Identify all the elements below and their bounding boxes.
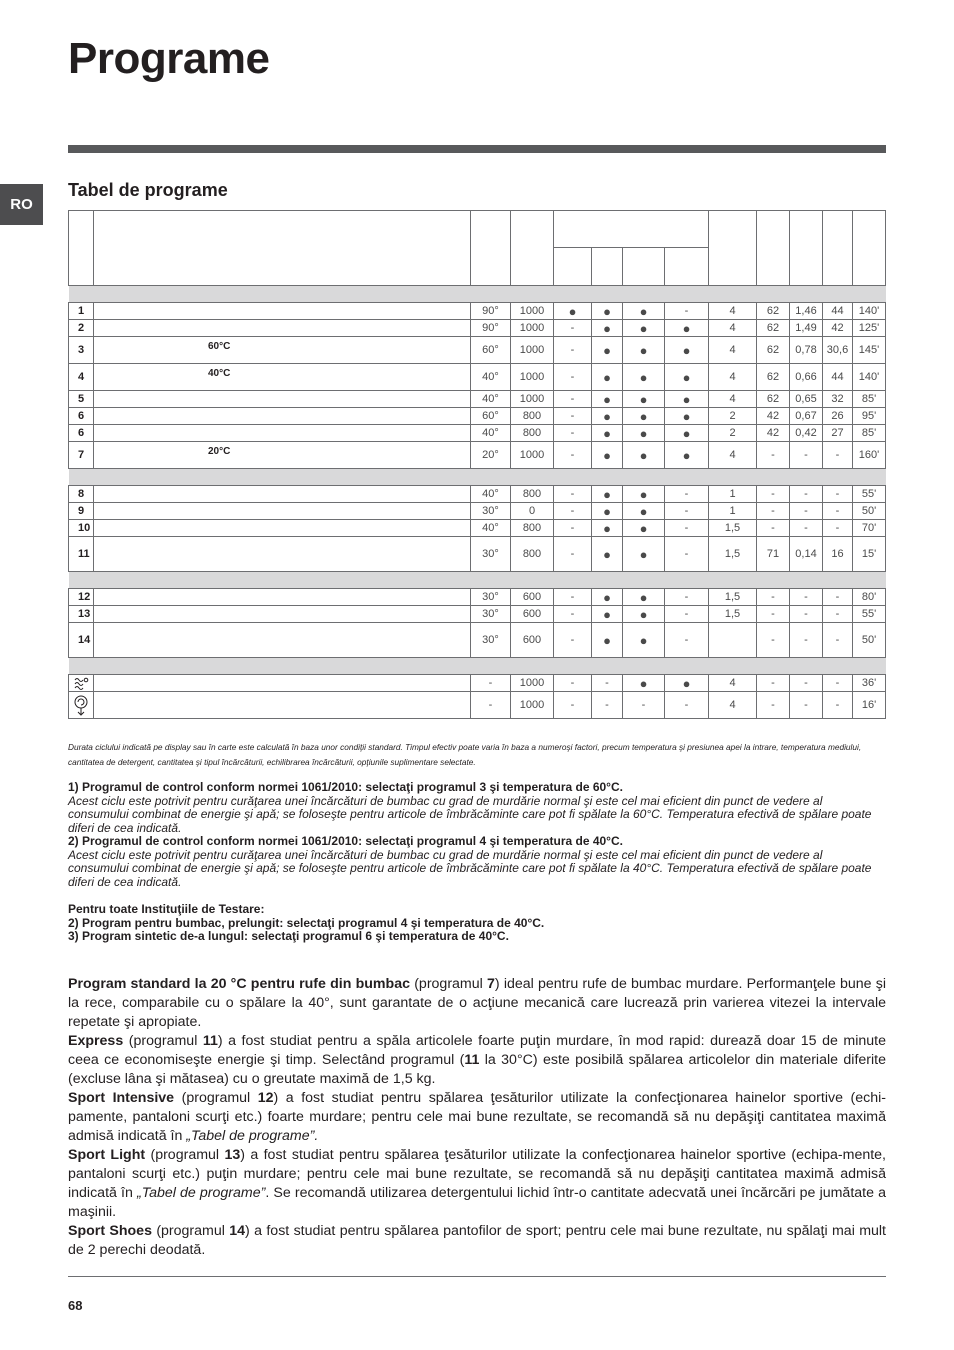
table-row [69,520,886,537]
program-number: 6 [69,408,94,425]
cell-load: 4 [709,337,757,364]
cell-load: 1,5 [709,520,757,537]
cell-spin: 800 [511,520,554,537]
cell-v3: - [823,486,853,503]
cell-v1: 71 [757,537,790,572]
cell-c1: - [554,520,592,537]
cell-v3: - [823,520,853,537]
cell-c3: ● [623,337,665,364]
cell-c4: ● [665,425,709,442]
footnote-1-text: Acest ciclu este potrivit pentru curăţarea unei încărcături de bumbac cu grad de murdărie normal şi este cel mai eficient din punct de vedere al consumului combinat de energie şi apă; se foloseşte pentru articole de îmbrăcăminte care pot fi spălate la 60°C. Temperatura efectivă de spălare poate diferi de cea indicată. [68,793,872,835]
cell-load: 2 [709,408,757,425]
cell-c2: ● [592,337,623,364]
cell-load: 1,5 [709,606,757,623]
cell-c3: ● [623,364,665,391]
cell-v2: 1,46 [790,303,823,320]
cell-c1: - [554,408,592,425]
table-row [69,675,886,692]
program-name-cell [94,320,471,337]
cell-dur: 16' [853,692,886,719]
cell-c3: - [623,692,665,719]
program-number: 2 [69,320,94,337]
cell-spin: 800 [511,486,554,503]
cell-v2: - [790,503,823,520]
section-band [69,572,886,589]
cell-spin: 1000 [511,320,554,337]
cell-c1: - [554,537,592,572]
cell-v2: - [790,589,823,606]
table-row [69,320,886,337]
cell-temp: - [471,675,511,692]
table-row [69,364,886,391]
cell-v2: 1,49 [790,320,823,337]
cell-c2: ● [592,408,623,425]
program-number: 8 [69,486,94,503]
cell-v1: - [757,486,790,503]
cell-temp: 30° [471,623,511,658]
cell-load: 1 [709,486,757,503]
cell-dur: 140' [853,303,886,320]
institutions-title: Pentru toate Instituţiile de Testare: [68,902,265,916]
cell-c4: ● [665,320,709,337]
cell-load [709,623,757,658]
institutions-item-3: 3) Program sintetic de-a lungul: selectaţi programul 6 şi temperatura de 40°C. [68,929,509,943]
desc-standard-20: Program standard la 20 °C pentru rufe din bumbac (programul 7) ideal pentru rufe de bumbac murdare. Performanţele bune şi la rece, comparabile cu o spălare la 40°, sunt garantate de o acţiune mecanică care lucrează prin varierea vitezei la intervale repetate şi apropiate. [68,976,886,1030]
cell-c2: ● [592,486,623,503]
table-row [69,692,886,719]
cell-v1: - [757,623,790,658]
cell-spin: 800 [511,425,554,442]
cell-temp: 20° [471,442,511,469]
cell-load: 4 [709,303,757,320]
cell-v1: - [757,675,790,692]
cell-v3: 32 [823,391,853,408]
cell-c1: - [554,503,592,520]
header-cell [69,211,94,286]
cell-v2: - [790,606,823,623]
program-name-cell [94,692,471,719]
section-band [69,469,886,486]
cell-temp: - [471,692,511,719]
program-name-cell [94,364,471,391]
cell-v2: 0,78 [790,337,823,364]
cell-c1: - [554,692,592,719]
cell-v3: 26 [823,408,853,425]
cell-dur: 36' [853,675,886,692]
program-number: 1 [69,303,94,320]
cell-c4: - [665,589,709,606]
language-tab: RO [0,184,43,225]
cell-c4: ● [665,337,709,364]
program-number: 13 [69,606,94,623]
table-section-divider [69,658,886,675]
cell-c1: - [554,606,592,623]
section-band [69,286,886,303]
cell-c1: - [554,589,592,606]
program-table [68,210,886,719]
cell-v2: - [790,520,823,537]
cell-temp: 40° [471,486,511,503]
cell-dur: 15' [853,537,886,572]
cell-dur: 80' [853,589,886,606]
cell-c2: ● [592,537,623,572]
cell-v3: 44 [823,303,853,320]
table-row [69,391,886,408]
header-cell [853,211,886,286]
cell-c4: ● [665,391,709,408]
cell-c3: ● [623,391,665,408]
cell-dur: 95' [853,408,886,425]
cell-v3: - [823,589,853,606]
cell-v2: 0,65 [790,391,823,408]
cell-c4: ● [665,442,709,469]
cell-spin: 600 [511,623,554,658]
program-name-cell [94,442,471,469]
cell-c4: - [665,520,709,537]
cell-spin: 1000 [511,675,554,692]
cell-load: 4 [709,675,757,692]
cell-dur: 50' [853,623,886,658]
cell-c2: ● [592,425,623,442]
cell-dur: 145' [853,337,886,364]
cell-v1: 62 [757,364,790,391]
program-number: 6 [69,425,94,442]
cell-load: 4 [709,391,757,408]
cell-v2: - [790,623,823,658]
cell-dur: 55' [853,486,886,503]
cell-load: 4 [709,692,757,719]
cell-c2: ● [592,442,623,469]
program-name-cell [94,391,471,408]
cell-v2: 0,14 [790,537,823,572]
footnotes [68,781,886,944]
cell-c4: - [665,537,709,572]
cell-dur: 85' [853,391,886,408]
cell-v2: - [790,486,823,503]
cell-c1: - [554,337,592,364]
cell-v1: - [757,520,790,537]
cell-c3: ● [623,486,665,503]
table-row [69,337,886,364]
cell-v1: - [757,503,790,520]
cell-c2: - [592,675,623,692]
cell-temp: 30° [471,589,511,606]
cell-spin: 0 [511,503,554,520]
header-cell [623,248,665,286]
cell-v1: - [757,606,790,623]
header-cell [554,248,592,286]
cell-c3: ● [623,408,665,425]
cell-temp: 40° [471,391,511,408]
header-cell [757,211,790,286]
program-number: 14 [69,623,94,658]
cell-temp: 90° [471,320,511,337]
cell-c3: ● [623,303,665,320]
cell-spin: 800 [511,408,554,425]
header-cell [709,211,757,286]
cell-temp: 40° [471,364,511,391]
cell-c3: ● [623,320,665,337]
table-row [69,425,886,442]
cell-c2: ● [592,503,623,520]
cell-load: 4 [709,442,757,469]
cell-c2: - [592,692,623,719]
cell-spin: 600 [511,589,554,606]
cell-c3: ● [623,442,665,469]
cell-v3: - [823,442,853,469]
cell-c2: ● [592,606,623,623]
cell-v1: - [757,692,790,719]
program-number: 12 [69,589,94,606]
cell-v3: 42 [823,320,853,337]
table-section-divider [69,469,886,486]
cell-spin: 600 [511,606,554,623]
cell-c4: - [665,303,709,320]
cell-spin: 1000 [511,337,554,364]
cell-c2: ● [592,589,623,606]
cell-c2: ● [592,520,623,537]
cell-spin: 1000 [511,364,554,391]
cell-c1: - [554,675,592,692]
cell-temp: 30° [471,503,511,520]
cell-spin: 1000 [511,442,554,469]
temperature-tag: 20°C [208,446,231,457]
program-name-cell [94,537,471,572]
cell-c3: ● [623,503,665,520]
cell-v2: - [790,692,823,719]
page-number: 68 [68,1298,83,1313]
table-heading: Tabel de programe [68,180,228,200]
program-name-cell [94,589,471,606]
table-row [69,442,886,469]
cell-load: 1,5 [709,589,757,606]
cell-c4: ● [665,675,709,692]
cell-c2: ● [592,320,623,337]
cell-temp: 30° [471,606,511,623]
header-cell [471,211,511,286]
rinse-icon [69,675,94,692]
cell-v3: 27 [823,425,853,442]
cell-v3: 30,6 [823,337,853,364]
cell-v3: - [823,503,853,520]
cell-c1: - [554,391,592,408]
program-name-cell [94,303,471,320]
cell-v1: 62 [757,337,790,364]
temperature-tag: 60°C [208,341,231,352]
cell-c3: ● [623,520,665,537]
header-cell [823,211,853,286]
cell-v2: 0,66 [790,364,823,391]
cell-dur: 140' [853,364,886,391]
cell-v3: - [823,606,853,623]
header-cell [592,248,623,286]
cell-c3: ● [623,623,665,658]
cell-c3: ● [623,606,665,623]
cell-load: 1 [709,503,757,520]
program-name-cell [94,337,471,364]
cell-c3: ● [623,425,665,442]
desc-sport-light: Sport Light (programul 13) a fost studiat pentru spălarea ţesăturilor utilizate la confecţionarea hainelor sportive (echipa-mente, pantaloni scurţi etc.) puţin murdare; pentru cele mai bune rezultate, se recomandă să nu depăşiţi cantitatea maximă admisă indicată în „Tabel de programe”. Se recomandă utilizarea detergentului lichid într-o cantitate adecvată unei încărcări pe jumătate a maşinii. [68,1147,887,1220]
program-name-cell [94,623,471,658]
cell-temp: 30° [471,537,511,572]
program-name-cell [94,425,471,442]
footer-divider [68,1276,886,1277]
program-descriptions [68,975,886,1260]
cell-temp: 40° [471,425,511,442]
cell-load: 4 [709,364,757,391]
program-name-cell [94,520,471,537]
cell-c3: ● [623,675,665,692]
institutions-item-2: 2) Program pentru bumbac, prelungit: selectaţi programul 4 şi temperatura de 40°C. [68,915,545,930]
table-header-row [69,211,886,248]
cell-c1: - [554,364,592,391]
table-row [69,537,886,572]
cell-v1: 62 [757,320,790,337]
program-name-cell [94,503,471,520]
cell-c4: ● [665,364,709,391]
cell-dur: 160' [853,442,886,469]
cell-spin: 1000 [511,692,554,719]
cell-v1: - [757,589,790,606]
program-number: 4 [69,364,94,391]
program-name-cell [94,486,471,503]
cell-dur: 50' [853,503,886,520]
cell-c2: ● [592,303,623,320]
cell-c1: ● [554,303,592,320]
program-number: 7 [69,442,94,469]
cell-v1: 62 [757,303,790,320]
desc-sport-shoes: Sport Shoes (programul 14) a fost studiat pentru spălarea pantofilor de sport; pentru cele mai bune rezultate, nu spălaţi mai mult de 2 perechi deodată. [68,1223,886,1258]
cell-temp: 60° [471,337,511,364]
table-row [69,623,886,658]
cell-v3: 16 [823,537,853,572]
cell-dur: 125' [853,320,886,337]
program-number: 10 [69,520,94,537]
cell-load: 1,5 [709,537,757,572]
program-name-cell [94,606,471,623]
cell-v3: - [823,692,853,719]
table-row [69,503,886,520]
cell-temp: 60° [471,408,511,425]
cell-v2: 0,67 [790,408,823,425]
table-section-divider [69,286,886,303]
program-number: 5 [69,391,94,408]
cell-v1: 62 [757,391,790,408]
header-cell [790,211,823,286]
table-section-divider [69,572,886,589]
cell-spin: 1000 [511,303,554,320]
cell-c4: - [665,606,709,623]
cell-c1: - [554,486,592,503]
cell-v2: 0,42 [790,425,823,442]
cell-c2: ● [592,364,623,391]
duration-note: Durata ciclului indicată pe display sau în carte este calculată în baza unor condiţii standard. Timpul efectiv poate varia în baza a numeroşi factori, precum temperatura şi presiunea apei la intrare, temperatura mediului, cantitatea de detergent, cantitatea şi tipul încărcăturii, echilibrarea încărcăturii, opţiunile suplimentare selectate. [68,742,862,767]
desc-sport-intensive: Sport Intensive (programul 12) a fost studiat pentru spălarea ţesăturilor utilizate la confecţionarea hainelor sportive (echi-pamente, pantaloni scurţi etc.) foarte murdare; pentru cele mai bune rezultate, se recomandă să nu depăşiţi cantitatea maximă admisă indicată în „Tabel de programe”. [68,1090,886,1144]
cell-v1: - [757,442,790,469]
table-row [69,408,886,425]
program-number: 11 [69,537,94,572]
header-cell [511,211,554,286]
cell-c3: ● [623,537,665,572]
cell-dur: 55' [853,606,886,623]
cell-c4: - [665,692,709,719]
cell-load: 4 [709,320,757,337]
desc-express: Express (programul 11) a fost studiat pentru a spăla articolele foarte puţin murdare, în mod rapid: durează doar 15 de minute ceea ce economiseşte energie şi timp. Selectând programul (11 la 30°C) este posibilă spălarea articolelor din materiale diferite (excluse lâna şi mătasea) cu o greutate maximă de 1,5 kg. [68,1033,886,1087]
footnote-2-title: 2) Programul de control conform normei 1061/2010: selectaţi programul 4 şi temperatura de 40°C. [68,834,623,848]
table-row [69,589,886,606]
spin-drain-icon [69,692,94,719]
footnote-1-title: 1) Programul de control conform normei 1061/2010: selectaţi programul 3 şi temperatura de 60°C. [68,780,623,794]
cell-v1: 42 [757,408,790,425]
cell-c4: ● [665,408,709,425]
cell-spin: 1000 [511,391,554,408]
cell-c1: - [554,320,592,337]
program-number: 9 [69,503,94,520]
table-row [69,606,886,623]
cell-c1: - [554,623,592,658]
header-cell [554,211,709,248]
cell-c2: ● [592,391,623,408]
table-row [69,303,886,320]
cell-c2: ● [592,623,623,658]
title-divider [68,145,886,153]
page-title: Programe [68,34,270,83]
footnote-2-text: Acest ciclu este potrivit pentru curăţarea unei încărcături de bumbac cu grad de murdărie normal şi este cel mai eficient din punct de vedere al consumului combinat de energie şi apă; se foloseşte pentru articole de îmbrăcăminte care pot fi spălate la 40°C. Temperatura efectivă de spălare poate diferi de cea indicată. [68,847,872,889]
program-number: 3 [69,337,94,364]
cell-c1: - [554,425,592,442]
temperature-tag: 40°C [208,368,231,379]
cell-v3: 44 [823,364,853,391]
cell-v3: - [823,623,853,658]
header-cell [94,211,471,286]
cell-temp: 40° [471,520,511,537]
cell-v3: - [823,675,853,692]
cell-c4: - [665,503,709,520]
cell-c3: ● [623,589,665,606]
cell-v1: 42 [757,425,790,442]
cell-load: 2 [709,425,757,442]
cell-c4: - [665,486,709,503]
program-name-cell [94,675,471,692]
cell-temp: 90° [471,303,511,320]
cell-v2: - [790,442,823,469]
section-band [69,658,886,675]
program-name-cell [94,408,471,425]
cell-spin: 800 [511,537,554,572]
cell-c1: - [554,442,592,469]
header-cell [665,248,709,286]
cell-c4: - [665,623,709,658]
cell-dur: 85' [853,425,886,442]
cell-dur: 70' [853,520,886,537]
table-row [69,486,886,503]
cell-v2: - [790,675,823,692]
